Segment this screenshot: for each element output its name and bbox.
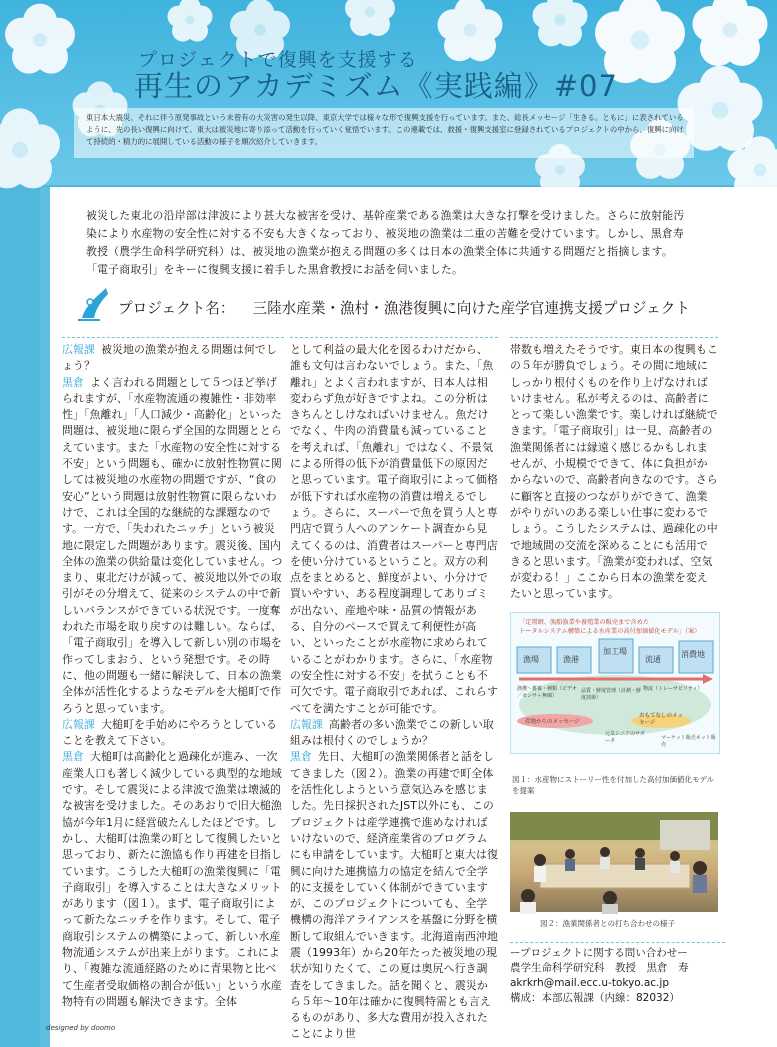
project-label: プロジェクト名：	[118, 300, 235, 317]
speaker: 広報課	[62, 343, 95, 356]
figure-1-title-line: トータルシステム構築による水産業の高付加価値化モデル」（案）	[519, 628, 701, 635]
meeting-photo-illustration	[510, 812, 718, 912]
figure-1-caption: 図１：水産物にストーリー性を付加した高付加価値化モデルを提案	[512, 775, 715, 795]
lead-paragraph: 被災した東北の沿岸部は津波により甚大な被害を受け、基幹産業である漁業は大きな打撃を受けました。さらに放射能汚染により水産物の安全性に対する不安も大きくなっており、被災地の漁業は二重の苦難を受けています。しかし、黒倉寿教授（農学生命科学研究科）は、被災地の漁業が抱える問題の多くは日本の漁業全体に共通する問題だと指摘します。「電子商取引」をキーに復興支援に着手した黒倉教授にお話を伺いました。	[86, 209, 685, 276]
contact-block	[510, 942, 725, 1006]
paragraph-text: 被災地の漁業が抱える問題は何でしょう？	[62, 343, 277, 373]
page-title: 再生のアカデミズム《実践編》#07	[134, 69, 618, 103]
paragraph-text: 大槌町は高齢化と過疎化が進み、一次産業人口も著しく減少している典型的な地域です。そして震災による津波で漁業は壊滅的な被害を受けました。そのあおりで旧大槌漁協が今年1月に経営破たんしたほどです。しかし、大槌町は漁業の町として復興したいと思っており、新たに漁協も作り再建を目指しています。こうした大槌町の漁業復興に「電子商取引」を導入することは大きなメリットがあります（図１）。まず、電子商取引によって新たなニッチを作ります。そして、電子商取引システムの構築によって、新しい水産物流通システムが出来上がります。これにより、「複雑な流通経路のために青果物と比べて生産者受取価格の割合が低い」という水産物特有の問題も解決できます。全体	[62, 750, 282, 1008]
diagram-label: 漁港	[563, 655, 579, 664]
diagram-note: 産地からのメッセージ	[525, 719, 580, 725]
speaker: 黒倉	[290, 750, 312, 764]
speaker: 広報課	[290, 717, 323, 731]
figure-1-diagram	[510, 612, 720, 754]
diagram-note: マーケット販売ネット販売	[661, 735, 716, 748]
paragraph-text: 大槌町を手始めにやろうとしていることを教えて下さい。	[62, 717, 277, 748]
speaker: 黒倉	[62, 375, 84, 389]
diagram-note: 物流（トレーサビリティ）	[643, 686, 703, 692]
kicker: プロジェクトで復興を支援する	[138, 49, 418, 71]
diagram-note: 品質・鮮度管理（計測・鮮度技術）	[581, 688, 642, 701]
diagram-label: 流通	[645, 655, 661, 664]
paragraph	[290, 342, 498, 717]
contact-title: ープロジェクトに関する問い合わせー	[510, 947, 688, 959]
diagram-label: 加工場	[603, 647, 627, 656]
contact-email[interactable]: akrkrh@mail.ecc.u-tokyo.ac.jp	[510, 977, 669, 989]
paragraph-text: 帯数も増えたそうです。東日本の復興もこの５年が勝負でしょう。その間に地域にしっかり根付くものを作り上げなければいけません。私が考えるのは、高齢者にとって楽しい漁業です。楽しければ継続できます。「電子商取引」は一見、高齢者の漁業関係者には縁遠く感じるかもしれませんが、小規模でできて、体に負担がかからないので、高齢者向きなのです。さらに顧客と直接のつながりができて、漁業がやりがいのある楽しい仕事に変わるでしょう。こうしたシステムは、過疎化の中で地域間の交流を深めることにも活用できると思います。「漁業が変われば、空気が変わる！」ここから日本の漁業を変えたいと思っています。	[510, 343, 718, 601]
project-title	[118, 297, 690, 318]
paragraph	[290, 749, 498, 1042]
body-column-3	[510, 337, 718, 607]
diagram-label: 漁場	[523, 655, 539, 664]
left-stripe	[40, 187, 50, 1047]
paragraph-text: として利益の最大化を図るわけだから、誰も文句は言わないでしょう。また、「魚離れ」とよく言われますが、日本人は相変わらず魚が好きですよね。この分析はきちんとしけなればいけません。魚だけでなく、牛肉の消費量も減っていることを考えれば、「魚離れ」ではなく、不景気による所得の低下が消費量低下の原因だと思っています。電子商取引によって価格が低下すれば水産物の消費は増えるでしょう。さらに、スーパーで魚を買う人と専門店で買う人へのアンケート調査から見えてくるのは、消費者はスーパーと専門店を使い分けているということ。双方の利点をまとめると、鮮度がよい、小分けで買いやすい、ある程度調理してありゴミが出ない、産地や味・品質の情報がある、自分のペースで買えて利便性が高い、といったことが水産物に求められていることがわかります。さらに、「水産物の安全性に対する不安」を拭うことも不可欠です。電子商取引であれば、これらすべてを満たすことが可能です。	[290, 343, 498, 715]
paragraph-text: よく言われる問題として５つほど挙げられますが、「水産物流通の複雑性・非効率性」「魚離れ」「人口減少・高齢化」といった問題は、被災地に限らず全国的な問題ととらえています。また「水産物の安全性に対する不安」という問題も、確かに放射性物質に関しては被災地の水産物の問題ですが、“食の安心”という問題は放射性物質に限らないわけで、これは全国的な継続的な課題なのです。一方で、「失われたニッチ」という被災地に限定した問題があります。震災後、国内全体の漁業の供給量は変化していません。つまり、東北だけが減って、被災地以外での取引がその分増えて、従来のシステムの中で新しいバランスができている状況です。一度奪われた市場を取り戻すのは難しい。ならば、「電子商取引」を導入して新しい別の市場を作ってしまおう、という発想です。その時に、他の問題も一緒に解決して、日本の漁業全体が活性化するようなモデルを大槌町で作ろうと思っています。	[62, 375, 283, 715]
figure-2-caption: 図２：漁業関係者との打ち合わせの様子	[540, 919, 675, 928]
paragraph-text: 先日、大槌町の漁業関係者と話をしてきました（図２）。漁業の再建で町全体を活性化しようという意気込みを感じました。先日採択されたJST以外にも、このプロジェクトは産学連携で進めなければいけないので、経済産業省のプログラムにも申請をしています。大槌町と東大は復興に向けた連携協力の協定を結んで全学的に支援をしていく体制ができていますが、このプロジェクトについても、全学機構の海洋アライアンスを基盤に分野を横断して取組んでいきます。北海道南西沖地震（1993年）から20年たった被災地の現状が知りたくて、この夏は奥尻へ行き調査をしてきました。話を聞くと、震災から５年〜10年は確かに復興特需とも言えるものがあり、多大な費用が投入されたことにより世	[290, 750, 498, 1041]
figure-1-title-line: 「定置網、漁船漁業や養殖業の販売まで含めた	[519, 619, 649, 626]
paragraph	[62, 749, 284, 1010]
intro-text: 東日本大震災、それに伴う原発事故という未曾有の大災害の発生以降、東京大学では様々な形で復興支援を行っています。また、総長メッセージ「生きる。ともに」に表されているように、先の長い復興に向けて、東大は被災地に寄り添って活動を行っていく覚悟でいます。この連載では、救援・復興支援室に登録されているプロジェクトの中から、復興に向けて持続的・精力的に展開している活動の様子を順次紹介していきます。	[86, 113, 684, 146]
paragraph	[62, 375, 284, 717]
diagram-note: 元気シニアのサポータ	[605, 731, 646, 744]
diagram-label: 消費地	[681, 650, 705, 659]
designer-signature: designed by doomo	[46, 1024, 116, 1032]
diagram-note: 漁獲〜蓄養・種類（ビデオ／センサ＋無線）	[517, 686, 577, 699]
project-name: 三陸水産業・漁村・漁港復興に向けた産学官連携支援プロジェクト	[252, 300, 690, 317]
paragraph-text: 高齢者の多い漁業でこの新しい取組みは根付くのでしょうか？	[290, 717, 494, 748]
contact-composition: 構成：本部広報課（内線：82032）	[510, 992, 680, 1004]
contact-name: 農学生命科学研究科 教授 黒倉 寿	[510, 962, 689, 974]
header-band	[0, 0, 777, 185]
paragraph	[62, 342, 284, 375]
body-column-1	[62, 337, 284, 1032]
speaker: 広報課	[62, 717, 95, 731]
meeting-photo	[510, 812, 718, 912]
paragraph	[290, 717, 498, 750]
body-column-2	[290, 337, 498, 1041]
paragraph	[510, 342, 718, 603]
speaker: 黒倉	[62, 750, 84, 764]
project-icon	[76, 284, 112, 324]
paragraph	[62, 717, 284, 750]
figure-1-title	[519, 618, 715, 636]
diagram-note: おもてなしのメッセージ	[639, 713, 684, 726]
